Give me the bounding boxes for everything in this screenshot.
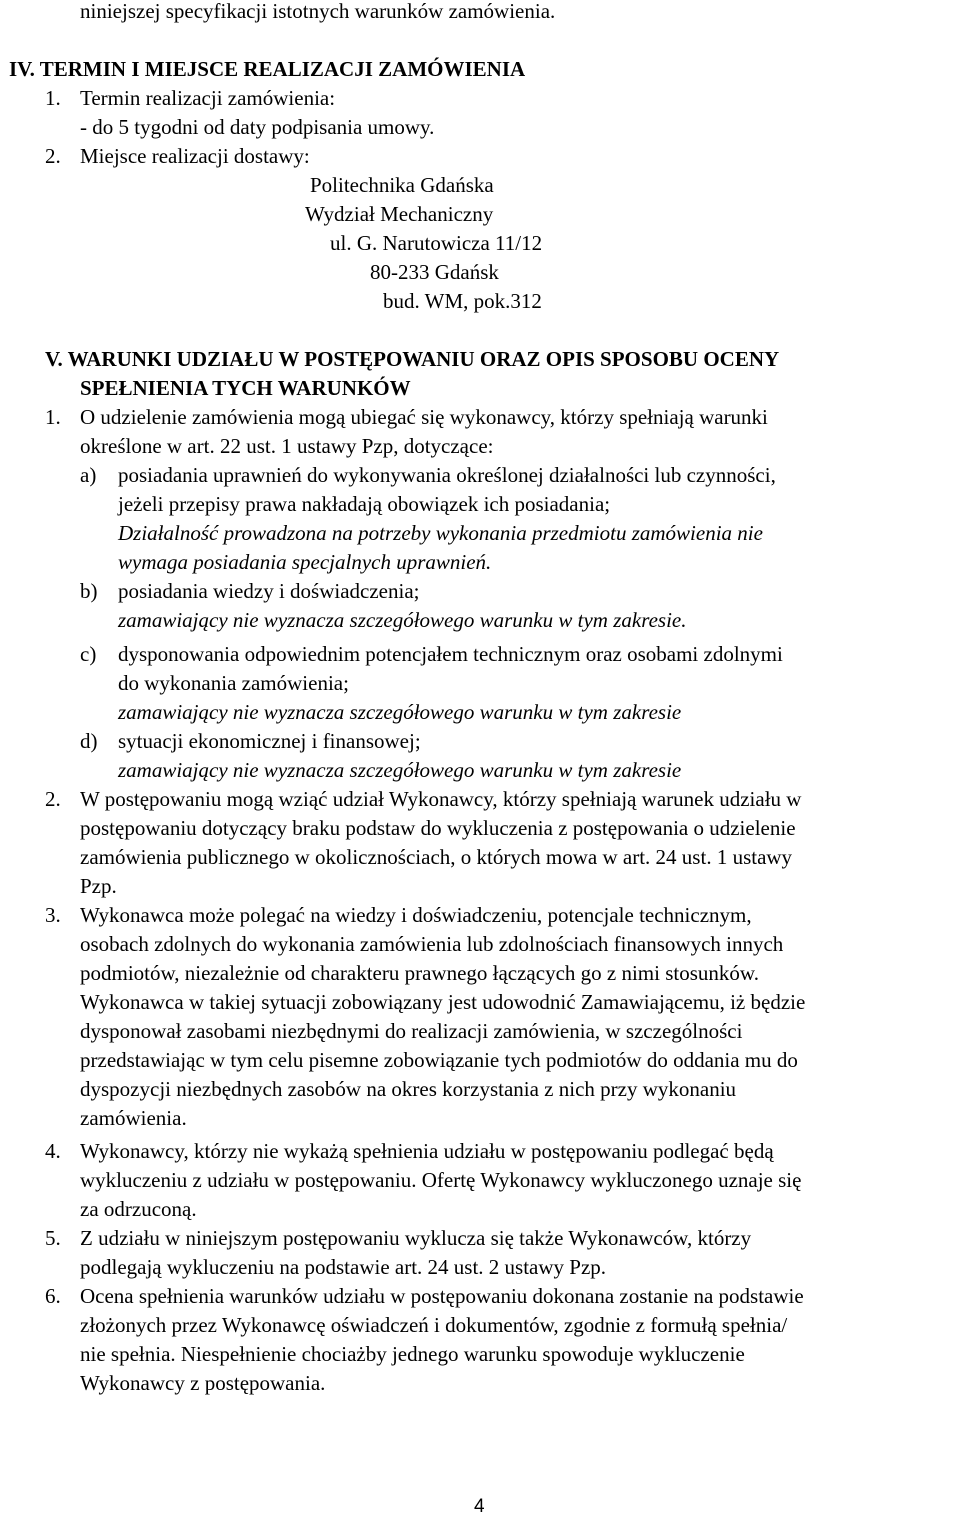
section-5-heading-cont: SPEŁNIENIA TYCH WARUNKÓW: [80, 376, 411, 400]
p2-line: W postępowaniu mogą wziąć udział Wykonawcy, którzy spełniają warunek udziału w: [80, 787, 802, 811]
sub-d-note: zamawiający nie wyznacza szczegółowego warunku w tym zakresie: [118, 758, 682, 782]
sub-c-label: c): [80, 642, 97, 666]
section-4-heading: IV. TERMIN I MIEJSCE REALIZACJI ZAMÓWIENIA: [9, 57, 526, 81]
sub-a-note: Działalność prowadzona na potrzeby wykonania przedmiotu zamówienia nie: [118, 521, 763, 545]
sub-c-note: zamawiający nie wyznacza szczegółowego warunku w tym zakresie: [118, 700, 682, 724]
p6-line: złożonych przez Wykonawcę oświadczeń i dokumentów, zgodnie z formułą spełnia/: [80, 1313, 788, 1337]
p1-line: określone w art. 22 ust. 1 ustawy Pzp, dotyczące:: [80, 434, 494, 458]
sub-b-note: zamawiający nie wyznacza szczegółowego warunku w tym zakresie.: [118, 608, 687, 632]
p2-num: 2.: [45, 787, 61, 811]
sub-d-label: d): [80, 729, 98, 753]
sub-b-line: posiadania wiedzy i doświadczenia;: [118, 579, 420, 603]
p2-line: Pzp.: [80, 874, 117, 898]
p4-line: Wykonawcy, którzy nie wykażą spełnienia udziału w postępowaniu podlegać będą: [80, 1139, 774, 1163]
sub-c-line: dysponowania odpowiednim potencjałem technicznym oraz osobami zdolnymi: [118, 642, 783, 666]
s4-item1-num: 1.: [45, 86, 61, 110]
address-line: Wydział Mechaniczny: [305, 202, 494, 226]
p3-line: dysponował zasobami niezbędnymi do realizacji zamówienia, w szczególności: [80, 1019, 743, 1043]
p3-line: podmiotów, niezależnie od charakteru prawnego łączących go z nimi stosunków.: [80, 961, 759, 985]
address-line: 80-233 Gdańsk: [370, 260, 499, 284]
p3-line: zamówienia.: [80, 1106, 187, 1130]
p6-line: nie spełnia. Niespełnienie chociażby jednego warunku spowoduje wykluczenie: [80, 1342, 745, 1366]
p3-line: Wykonawca w takiej sytuacji zobowiązany jest udowodnić Zamawiającemu, iż będzie: [80, 990, 806, 1014]
p1-line: O udzielenie zamówienia mogą ubiegać się wykonawcy, którzy spełniają warunki: [80, 405, 768, 429]
p5-line: podlegają wykluczeniu na podstawie art. 24 ust. 2 ustawy Pzp.: [80, 1255, 607, 1279]
s4-item2-num: 2.: [45, 144, 61, 168]
p2-line: postępowaniu dotyczący braku podstaw do wykluczenia z postępowania o udzielenie: [80, 816, 796, 840]
sub-a-line: posiadania uprawnień do wykonywania określonej działalności lub czynności,: [118, 463, 776, 487]
p4-line: za odrzuconą.: [80, 1197, 197, 1221]
p4-num: 4.: [45, 1139, 61, 1163]
sub-c-line: do wykonania zamówienia;: [118, 671, 349, 695]
section-5-heading: V. WARUNKI UDZIAŁU W POSTĘPOWANIU ORAZ OPIS SPOSOBU OCENY: [45, 347, 780, 371]
sub-a-label: a): [80, 463, 97, 487]
p4-line: wykluczeniu z udziału w postępowaniu. Ofertę Wykonawcy wykluczonego uznaje się: [80, 1168, 802, 1192]
sub-a-note: wymaga posiadania specjalnych uprawnień.: [118, 550, 492, 574]
address-line: bud. WM, pok.312: [383, 289, 542, 313]
sub-a-line: jeżeli przepisy prawa nakładają obowiązek ich posiadania;: [118, 492, 611, 516]
sub-d-line: sytuacji ekonomicznej i finansowej;: [118, 729, 421, 753]
p5-num: 5.: [45, 1226, 61, 1250]
p3-line: przedstawiając w tym celu pisemne zobowiązanie tych podmiotów do oddania mu do: [80, 1048, 798, 1072]
s4-item1-detail: - do 5 tygodni od daty podpisania umowy.: [80, 115, 435, 139]
p6-line: Wykonawcy z postępowania.: [80, 1371, 326, 1395]
p3-line: Wykonawca może polegać na wiedzy i doświadczeniu, potencjale technicznym,: [80, 903, 752, 927]
address-line: Politechnika Gdańska: [310, 173, 494, 197]
p1-num: 1.: [45, 405, 61, 429]
p6-num: 6.: [45, 1284, 61, 1308]
p3-line: osobach zdolnych do wykonania zamówienia lub zdolnościach finansowych innych: [80, 932, 784, 956]
p2-line: zamówienia publicznego w okolicznościach, o których mowa w art. 24 ust. 1 ustawy: [80, 845, 793, 869]
sub-b-label: b): [80, 579, 98, 603]
p6-line: Ocena spełnienia warunków udziału w postępowaniu dokonana zostanie na podstawie: [80, 1284, 804, 1308]
p3-num: 3.: [45, 903, 61, 927]
page-number: 4: [474, 1496, 485, 1517]
p5-line: Z udziału w niniejszym postępowaniu wyklucza się także Wykonawców, którzy: [80, 1226, 752, 1250]
address-line: ul. G. Narutowicza 11/12: [330, 231, 543, 255]
intro-tail: niniejszej specyfikacji istotnych warunków zamówienia.: [80, 0, 556, 23]
s4-item2-text: Miejsce realizacji dostawy:: [80, 144, 310, 168]
s4-item1-text: Termin realizacji zamówienia:: [80, 86, 336, 110]
p3-line: dyspozycji niezbędnych zasobów na okres korzystania z nich przy wykonaniu: [80, 1077, 737, 1101]
